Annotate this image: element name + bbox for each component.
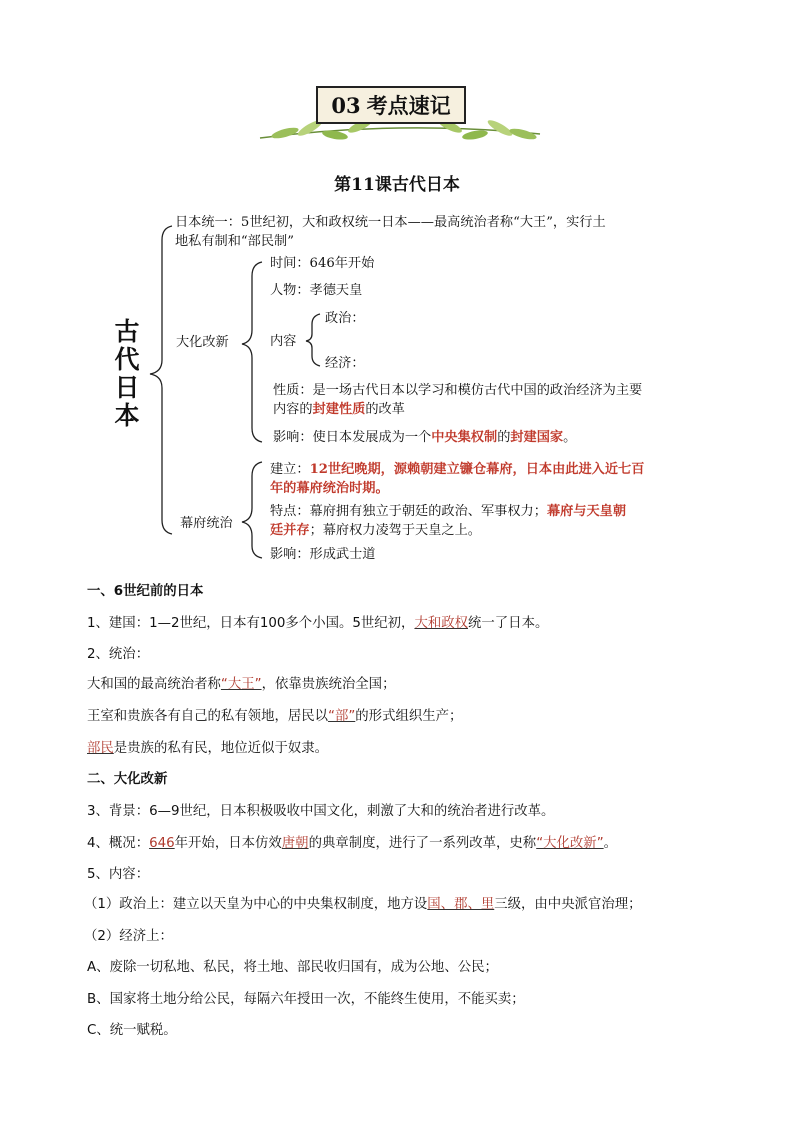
paragraph (84, 895, 642, 915)
highlight: 封建性质 (312, 402, 366, 417)
paragraph: （2）经济上： (84, 929, 173, 944)
paragraph (87, 834, 617, 854)
dahua-content-label: 内容 (270, 334, 297, 349)
paragraph: C、统一赋税。 (87, 1023, 177, 1038)
paragraph: 5、内容： (87, 867, 150, 882)
badge-number: 03 (331, 92, 361, 118)
key-term: “部” (328, 709, 356, 724)
key-term: 部民 (87, 741, 114, 756)
key-term: 唐朝 (281, 836, 309, 851)
bakufu-feature-1 (270, 502, 626, 521)
unify-line-1: 日本统一：5世纪初，大和政权统一日本——最高统治者称“大王”，实行土 (175, 215, 606, 230)
text-run: 三级，由中央派官治理； (494, 897, 642, 912)
paragraph: 2、统治： (87, 647, 150, 662)
key-term: 646 (149, 836, 175, 851)
text-run: 内容的 (273, 402, 313, 417)
text-run: （1）政治上：建立以天皇为中心的中央集权制度，地方设 (84, 897, 428, 912)
text-run: 特点：幕府拥有独立于朝廷的政治、军事权力； (270, 504, 547, 519)
unify-line-2: 地私有制和“部民制” (175, 234, 294, 249)
key-term: 大和政权 (414, 616, 469, 631)
bakufu-establish-1 (270, 460, 644, 479)
key-term: “大化改新” (536, 836, 604, 851)
dahua-economy: 经济： (325, 356, 365, 371)
page-title: 第11课古代日本 (334, 175, 460, 195)
highlight: 廷并存 (270, 523, 310, 538)
text-run: 王室和贵族各有自己的私有领地，居民以 (87, 709, 329, 724)
text-run: 大和国的最高统治者称 (87, 677, 221, 692)
dahua-time: 时间：646年开始 (270, 256, 375, 271)
bakufu-label: 幕府统治 (180, 516, 233, 531)
paragraph (87, 614, 548, 634)
text-run: 影响：使日本发展成为一个 (273, 430, 432, 445)
bakufu-impact: 影响：形成武士道 (270, 547, 376, 562)
dahua-nature-1: 性质：是一场古代日本以学习和模仿古代中国的政治经济为主要 (273, 383, 643, 398)
text-run: ，依靠贵族统治全国； (261, 677, 396, 692)
text-run: 年开始，日本仿效 (174, 836, 282, 851)
dahua-impact (273, 428, 576, 447)
key-term: 国、郡、里 (427, 897, 495, 912)
text-run: 统一了日本。 (468, 616, 549, 631)
paragraph: A、废除一切私地、私民，将土地、部民收归国有，成为公地、公民； (87, 960, 498, 975)
highlight: 幕府与天皇朝 (546, 504, 627, 519)
section-1-title: 一、6世纪前的日本 (87, 584, 204, 599)
paragraph: B、国家将土地分给公民，每隔六年授田一次，不能终生使用，不能买卖； (87, 992, 525, 1007)
text-run: 。 (563, 430, 577, 445)
bakufu-establish-2: 年的幕府统治时期。 (270, 481, 389, 496)
section-2-title: 二、大化改新 (87, 772, 168, 787)
badge-label: 考点速记 (366, 93, 451, 118)
highlight: 中央集权制 (431, 430, 498, 445)
paragraph (87, 739, 328, 759)
text-run: 建立： (270, 462, 310, 477)
text-run: ；幕府权力凌驾于天皇之上。 (309, 523, 481, 538)
text-run: 4、概况： (87, 836, 150, 851)
paragraph (87, 707, 462, 727)
key-term: “大王” (220, 677, 262, 692)
mindmap-root: 古 代 日 本 (114, 317, 140, 430)
text-run: 的 (497, 430, 511, 445)
paragraph: 3、背景：6—9世纪，日本积极吸收中国文化，刺激了大和的统治者进行改革。 (87, 804, 555, 819)
text-run: 的改革 (365, 402, 405, 417)
text-run: 的形式组织生产； (355, 709, 463, 724)
dahua-politics: 政治： (325, 311, 365, 326)
highlight: 12世纪晚期，源赖朝建立镰仓幕府，日本由此进入近七百 (309, 462, 645, 477)
text-run: 1、建国：1—2世纪，日本有100多个小国。5世纪初， (87, 616, 415, 631)
bakufu-feature-2 (270, 521, 481, 540)
text-run: 。 (603, 836, 618, 851)
highlight: 封建国家 (510, 430, 564, 445)
text-run: 的典章制度，进行了一系列改革，史称 (308, 836, 537, 851)
paragraph (87, 675, 395, 695)
dahua-person: 人物：孝德天皇 (270, 283, 363, 298)
dahua-nature-2 (273, 400, 405, 419)
text-run: 是贵族的私有民，地位近似于奴隶。 (113, 741, 329, 756)
dahua-label: 大化改新 (176, 335, 229, 350)
